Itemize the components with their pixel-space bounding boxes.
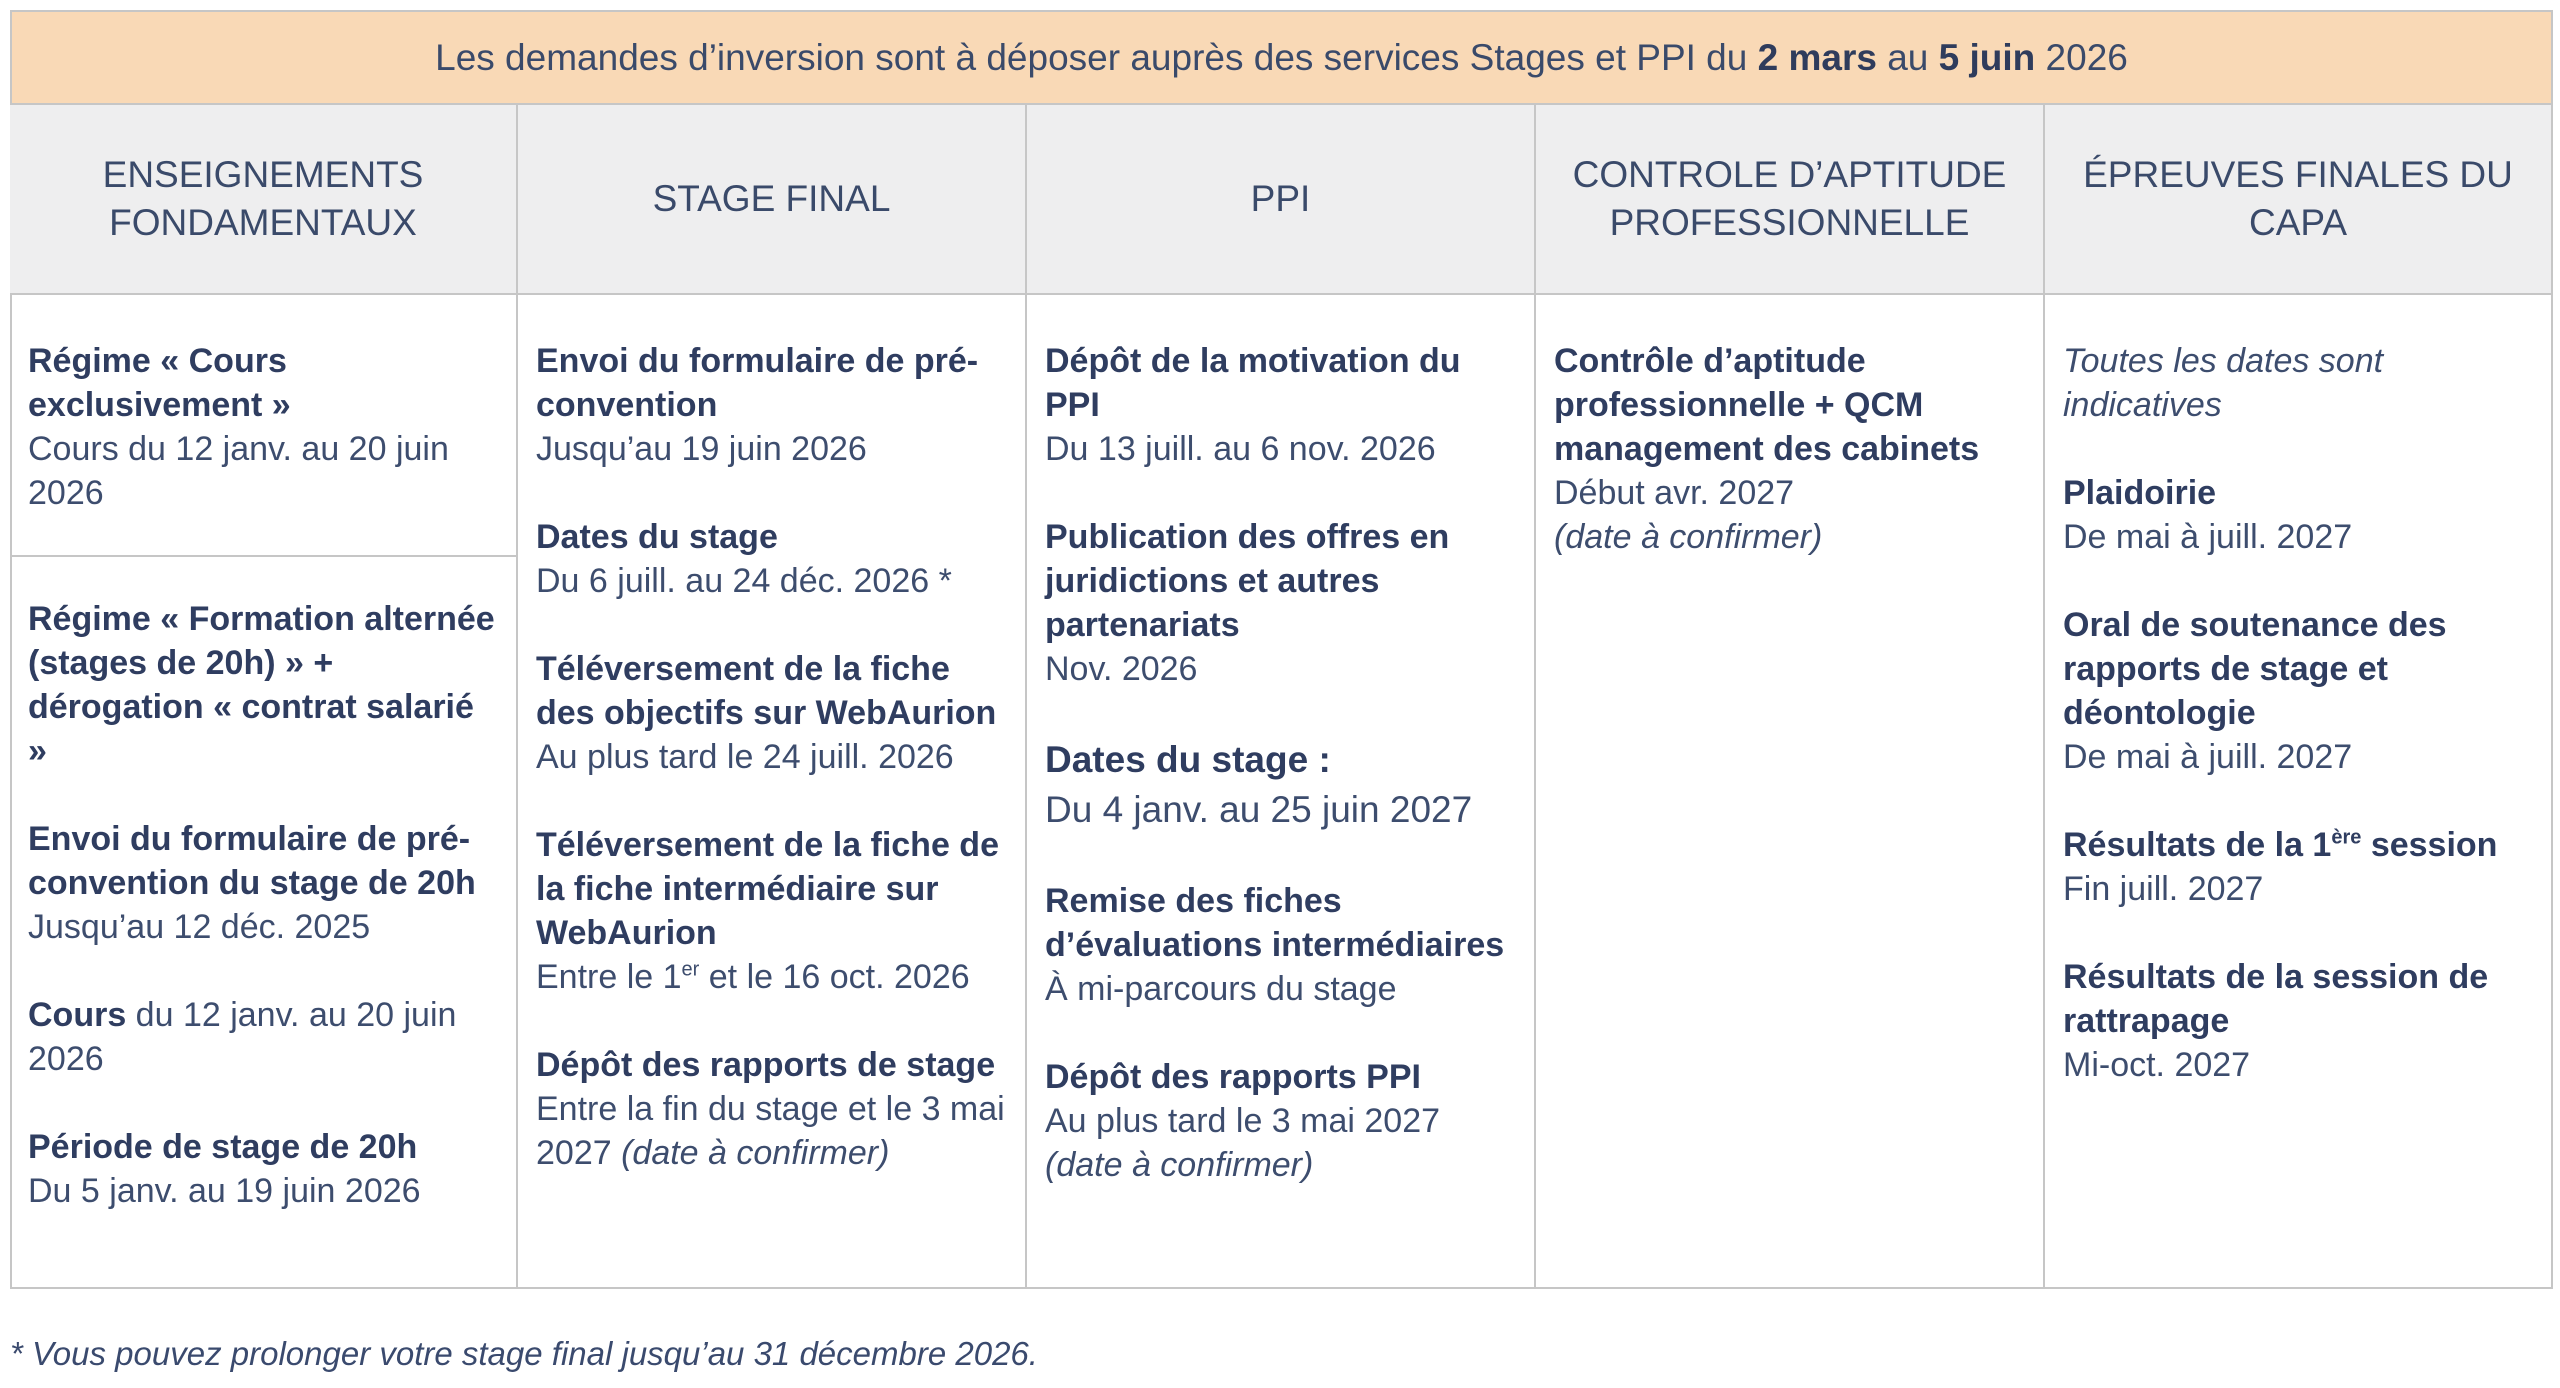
item-title: Dates du stage — [536, 518, 778, 556]
schedule-item — [28, 1125, 498, 1213]
confirm-note: (date à confirmer) — [621, 1134, 890, 1172]
column-ppi — [1027, 105, 1536, 1289]
column-stage-final — [518, 105, 1027, 1289]
item-date: De mai à juill. 2027 — [2063, 518, 2353, 556]
schedule-item — [1045, 879, 1516, 1011]
item-date: Du 13 juill. au 6 nov. 2026 — [1045, 430, 1436, 468]
item-title: Envoi du formulaire de pré-convention — [536, 342, 979, 424]
schedule-item — [1045, 339, 1516, 471]
item-title: Résultats de la session de rattrapage — [2063, 958, 2489, 1040]
schedule-item — [536, 515, 1007, 603]
item-date: Entre la fin du stage et le 3 mai 2027 (date à confirmer) — [536, 1090, 1005, 1172]
schedule-item — [28, 817, 498, 949]
schedule-item — [1554, 339, 2025, 559]
item-title: Résultats de la 1ère session — [2063, 826, 2498, 864]
column-header: ÉPREUVES FINALES DU CAPA — [2045, 105, 2551, 295]
schedule-item — [2063, 823, 2533, 911]
column-header: ENSEIGNEMENTS FONDAMENTAUX — [10, 105, 516, 295]
schedule-item — [1045, 735, 1516, 835]
schedule-item — [1045, 1055, 1516, 1187]
item-date: À mi-parcours du stage — [1045, 970, 1397, 1008]
item-date: Du 4 janv. au 25 juin 2027 — [1045, 789, 1473, 830]
column-header: STAGE FINAL — [518, 105, 1025, 295]
column-epreuves — [2045, 105, 2553, 1289]
regime-cours-block — [28, 339, 498, 515]
confirm-note: (date à confirmer) — [1554, 518, 1823, 556]
item-date: du 12 janv. au 20 juin 2026 — [28, 996, 457, 1078]
schedule-item — [536, 339, 1007, 471]
dates-indicative-note: Toutes les dates sont indicatives — [2063, 342, 2384, 424]
item-date: Entre le 1er et le 16 oct. 2026 — [536, 958, 970, 996]
item-date: Du 5 janv. au 19 juin 2026 — [28, 1172, 421, 1210]
schedule-item — [536, 647, 1007, 779]
item-date: Au plus tard le 24 juill. 2026 — [536, 738, 954, 776]
item-title: Période de stage de 20h — [28, 1128, 418, 1166]
deadline-banner — [10, 10, 2553, 105]
banner-date-end: 5 juin — [1938, 36, 2036, 78]
item-title: Téléversement de la fiche de la fiche intermédiaire sur WebAurion — [536, 826, 999, 952]
schedule-item — [1045, 515, 1516, 691]
schedule-item — [536, 823, 1007, 999]
regime-dates: Cours du 12 janv. au 20 juin 2026 — [28, 430, 449, 512]
item-title: Envoi du formulaire de pré-convention du stage de 20h — [28, 820, 476, 902]
schedule-item — [536, 1043, 1007, 1175]
banner-text: Les demandes d’inversion sont à déposer auprès des services Stages et PPI du 2 mars au 5 juin 2026 — [435, 36, 2128, 78]
item-date: Fin juill. 2027 — [2063, 870, 2264, 908]
item-date: Du 6 juill. au 24 déc. 2026 * — [536, 562, 952, 600]
banner-date-start: 2 mars — [1757, 36, 1877, 78]
item-title: Dates du stage : — [1045, 739, 1331, 780]
item-title: Remise des fiches d’évaluations intermédiaires — [1045, 882, 1505, 964]
item-title: Publication des offres en juridictions et autres partenariats — [1045, 518, 1450, 644]
item-title: Dépôt des rapports PPI — [1045, 1058, 1421, 1096]
regime-title: Régime « Cours exclusivement » — [28, 342, 291, 424]
item-date: Nov. 2026 — [1045, 650, 1198, 688]
schedule-item — [28, 993, 498, 1081]
regime-title: Régime « Formation alternée (stages de 20h) » + dérogation « contrat salarié » — [28, 600, 495, 770]
item-title: Cours — [28, 996, 127, 1034]
item-date: Jusqu’au 12 déc. 2025 — [28, 908, 371, 946]
item-title: Dépôt de la motivation du PPI — [1045, 342, 1461, 424]
schedule-item — [2063, 603, 2533, 779]
item-date: Début avr. 2027 — [1554, 474, 1795, 512]
section-divider — [10, 555, 516, 557]
item-date: De mai à juill. 2027 — [2063, 738, 2353, 776]
schedule-item — [2063, 955, 2533, 1087]
schedule-item — [2063, 471, 2533, 559]
item-title: Plaidoirie — [2063, 474, 2217, 512]
item-title: Téléversement de la fiche des objectifs sur WebAurion — [536, 650, 997, 732]
column-header: CONTROLE D’APTITUDE PROFESSIONNELLE — [1536, 105, 2043, 295]
column-controle — [1536, 105, 2045, 1289]
column-header: PPI — [1027, 105, 1534, 295]
confirm-note: (date à confirmer) — [1045, 1146, 1314, 1184]
item-date: Mi-oct. 2027 — [2063, 1046, 2251, 1084]
item-title: Dépôt des rapports de stage — [536, 1046, 996, 1084]
item-date: Jusqu’au 19 juin 2026 — [536, 430, 867, 468]
item-date: Au plus tard le 3 mai 2027 — [1045, 1102, 1441, 1140]
footnote: * Vous pouvez prolonger votre stage final jusqu’au 31 décembre 2026. — [10, 1335, 1038, 1372]
item-title: Oral de soutenance des rapports de stage et déontologie — [2063, 606, 2447, 732]
item-title: Contrôle d’aptitude professionnelle + QCM management des cabinets — [1554, 342, 1980, 468]
column-enseignements — [10, 105, 518, 1289]
